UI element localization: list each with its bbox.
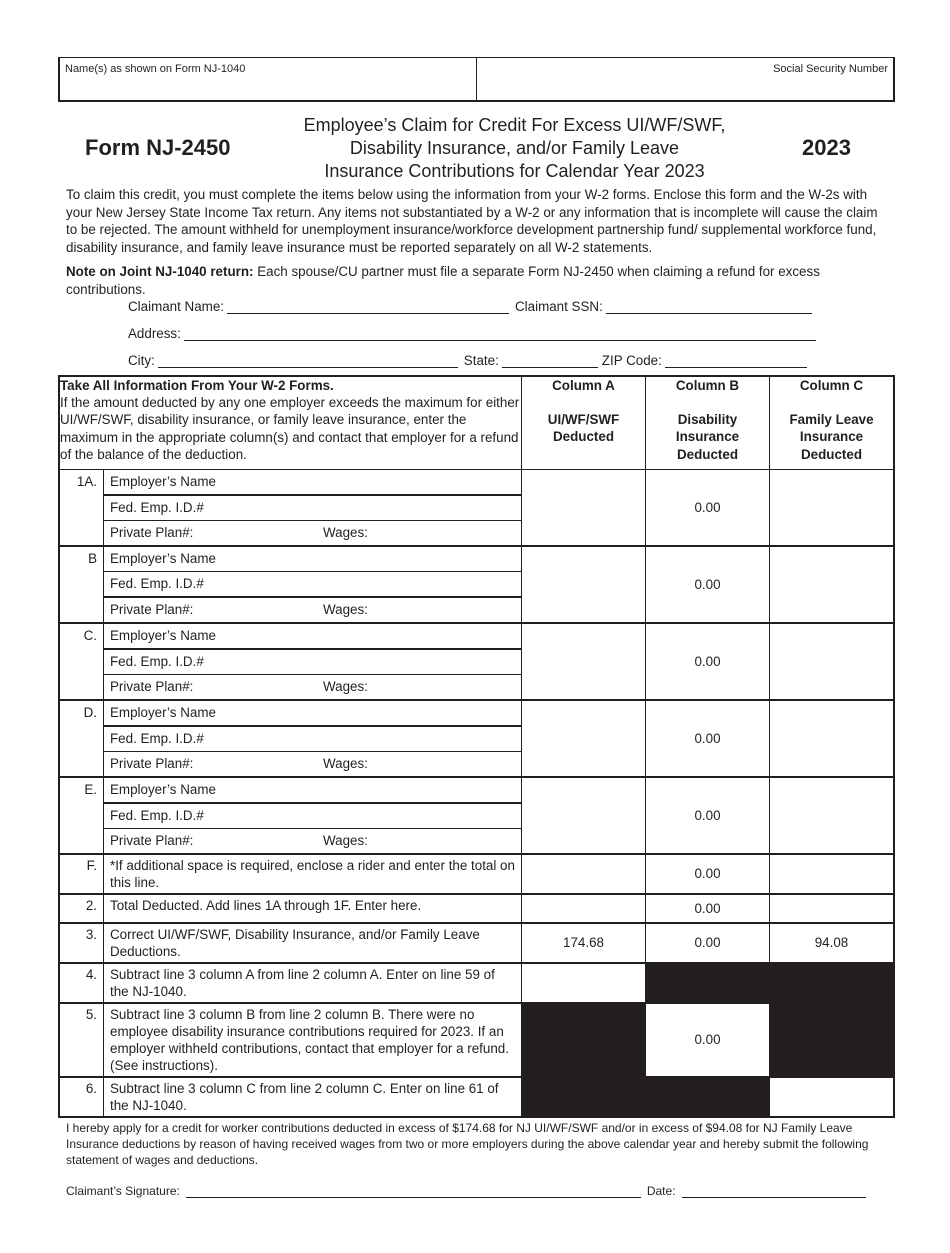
employer-name-label: Employer’s Name (110, 628, 216, 643)
instructions-text: If the amount deducted by any one employer exceeds the maximum for either UI/WF/SWF, disability insurance, or family leave insurance, enter the maximum in the appropriate column(s) and contact that employer for a refund of the balance of the deduction. (60, 395, 520, 462)
line-label: 1A. (59, 469, 104, 546)
claimant-name-label: Claimant Name: (128, 299, 224, 314)
fein-field[interactable] (104, 726, 522, 752)
instructions-title: Take All Information From Your W-2 Forms. (60, 378, 334, 393)
plan-wages-field[interactable] (104, 674, 522, 700)
instructions-cell (59, 376, 522, 469)
line-label: 3. (59, 923, 104, 963)
address-label: Address: (128, 326, 181, 341)
line-label: 5. (59, 1003, 104, 1077)
plan-label: Private Plan#: (110, 679, 194, 694)
title-line: Employee’s Claim for Credit For Excess UI/WF/SWF, (303, 115, 726, 135)
fein-field[interactable] (104, 571, 522, 597)
joint-return-note (66, 263, 892, 298)
col-b-shaded (646, 1077, 770, 1117)
line-label: 6. (59, 1077, 104, 1117)
zip-label: ZIP Code: (601, 353, 662, 368)
col-a-amount[interactable] (522, 894, 646, 923)
col-a-amount[interactable] (522, 623, 646, 700)
plan-label: Private Plan#: (110, 525, 194, 540)
employer-name-field[interactable] (104, 469, 522, 495)
column-name: Column B (675, 378, 740, 393)
address-input[interactable] (184, 328, 816, 341)
line-2-row (59, 894, 894, 923)
col-c-shaded (770, 963, 895, 1003)
employer-name-field[interactable] (104, 623, 522, 649)
employer-name-label: Employer’s Name (110, 705, 216, 720)
plan-label: Private Plan#: (110, 833, 194, 848)
name-field[interactable] (60, 58, 477, 100)
claimant-name-input[interactable] (227, 301, 509, 314)
employer-name-field[interactable] (104, 777, 522, 803)
signature-input[interactable] (186, 1185, 641, 1198)
city-input[interactable] (158, 355, 458, 368)
employer-row (59, 546, 894, 572)
col-a-shaded (522, 1003, 646, 1077)
ssn-field[interactable] (477, 58, 893, 100)
signature-row (66, 1184, 866, 1198)
column-a-header (522, 376, 646, 469)
column-desc: Insurance (799, 429, 864, 445)
col-c-amount[interactable] (770, 1077, 895, 1117)
col-b-shaded (646, 963, 770, 1003)
col-c-amount[interactable] (770, 623, 895, 700)
column-desc: Insurance (675, 429, 740, 445)
plan-wages-field[interactable] (104, 828, 522, 854)
col-c-amount[interactable]: 94.08 (770, 923, 895, 963)
line-f-row (59, 854, 894, 894)
fein-field[interactable] (104, 649, 522, 675)
col-b-amount[interactable]: 0.00 (646, 469, 770, 546)
fein-field[interactable] (104, 803, 522, 829)
col-b-amount[interactable]: 0.00 (646, 894, 770, 923)
line-text: Subtract line 3 column A from line 2 column A. Enter on line 59 of the NJ-1040. (104, 963, 522, 1003)
col-b-amount[interactable]: 0.00 (646, 854, 770, 894)
line-3-row (59, 923, 894, 963)
plan-label: Private Plan#: (110, 756, 194, 771)
title-line: Insurance Contributions for Calendar Year 2023 (324, 161, 705, 181)
col-c-amount[interactable] (770, 546, 895, 623)
ssn-label: Social Security Number (773, 63, 888, 75)
column-desc: Disability (677, 412, 738, 428)
name-label: Name(s) as shown on Form NJ-1040 (65, 63, 246, 75)
col-b-amount[interactable]: 0.00 (646, 923, 770, 963)
line-label: E. (59, 777, 104, 854)
line-6-row (59, 1077, 894, 1117)
tax-year: 2023 (802, 135, 851, 160)
line-text: Subtract line 3 column B from line 2 column B. There were no employee disability insurance contributions required for 2023. If an employer withheld contributions, contact that employer for a refund. (See instructions). (104, 1003, 522, 1077)
title-line: Disability Insurance, and/or Family Leave (349, 138, 680, 158)
employer-name-field[interactable] (104, 546, 522, 572)
line-text: Subtract line 3 column C from line 2 column C. Enter on line 61 of the NJ-1040. (104, 1077, 522, 1117)
column-desc: Family Leave (789, 412, 874, 428)
column-desc: Deducted (800, 446, 862, 462)
col-a-amount[interactable] (522, 469, 646, 546)
employer-row (59, 700, 894, 726)
fein-label: Fed. Emp. I.D.# (110, 500, 204, 515)
form-number: Form NJ-2450 (85, 135, 231, 160)
line-text: Correct UI/WF/SWF, Disability Insurance, and/or Family Leave Deductions. (104, 923, 522, 963)
column-name: Column C (799, 378, 864, 393)
plan-wages-field[interactable] (104, 751, 522, 777)
employer-row (59, 469, 894, 495)
col-a-amount[interactable] (522, 546, 646, 623)
col-a-amount[interactable] (522, 700, 646, 777)
city-label: City: (128, 353, 155, 368)
address-row (128, 326, 816, 341)
line-text: Total Deducted. Add lines 1A through 1F. Enter here. (104, 894, 522, 923)
column-c-header (770, 376, 895, 469)
line-label: B (59, 546, 104, 623)
employer-row (59, 623, 894, 649)
line-label: 4. (59, 963, 104, 1003)
col-c-shaded (770, 1003, 895, 1077)
employer-name-label: Employer’s Name (110, 782, 216, 797)
line-text: *If additional space is required, enclose a rider and enter the total on this line. (104, 854, 522, 894)
col-c-amount[interactable] (770, 469, 895, 546)
wages-label: Wages: (323, 756, 368, 771)
col-c-amount[interactable] (770, 700, 895, 777)
column-name: Column A (552, 378, 615, 393)
note-text: Each spouse/CU partner must file a separate Form NJ-2450 when claiming a refund for excess contributions. (66, 264, 820, 297)
employer-name-field[interactable] (104, 700, 522, 726)
employer-name-label: Employer’s Name (110, 474, 216, 489)
fein-label: Fed. Emp. I.D.# (110, 654, 204, 669)
plan-wages-field[interactable] (104, 597, 522, 623)
col-a-amount[interactable]: 174.68 (522, 923, 646, 963)
employer-name-label: Employer’s Name (110, 551, 216, 566)
zip-input[interactable] (665, 355, 807, 368)
city-row (128, 353, 807, 368)
column-desc: Deducted (676, 446, 738, 462)
employer-row (59, 777, 894, 803)
claimant-ssn-input[interactable] (606, 301, 812, 314)
line-label: 2. (59, 894, 104, 923)
state-label: State: (463, 353, 499, 368)
col-a-shaded (522, 1077, 646, 1117)
column-b-header (646, 376, 770, 469)
fein-label: Fed. Emp. I.D.# (110, 576, 204, 591)
wages-label: Wages: (323, 679, 368, 694)
column-desc: Deducted (552, 429, 614, 445)
form-title (262, 114, 767, 183)
col-a-amount[interactable] (522, 854, 646, 894)
fein-field[interactable] (104, 495, 522, 521)
col-c-amount[interactable] (770, 854, 895, 894)
col-b-amount[interactable]: 0.00 (646, 700, 770, 777)
certification-statement: I hereby apply for a credit for worker contributions deducted in excess of $174.68 for NJ UI/WF/SWF and/or in excess of $94.08 for NJ Family Leave Insurance deductions by reason of having received wages from two or more employers during the above calendar year and hereby submit the following statement of wages and deductions. (66, 1121, 869, 1167)
note-heading: Note on Joint NJ-1040 return: (66, 264, 254, 279)
column-desc: UI/WF/SWF (547, 412, 620, 428)
table-header-row (59, 376, 894, 469)
wages-label: Wages: (323, 525, 368, 540)
date-label: Date: (646, 1184, 676, 1198)
fein-label: Fed. Emp. I.D.# (110, 808, 204, 823)
deductions-table (58, 375, 895, 1118)
wages-label: Wages: (323, 602, 368, 617)
fein-label: Fed. Emp. I.D.# (110, 731, 204, 746)
signature-label: Claimant’s Signature: (66, 1184, 180, 1198)
plan-wages-field[interactable] (104, 520, 522, 546)
col-a-amount[interactable] (522, 777, 646, 854)
col-b-amount[interactable]: 0.00 (646, 1003, 770, 1077)
line-label: D. (59, 700, 104, 777)
date-input[interactable] (682, 1185, 866, 1198)
claimant-ssn-label: Claimant SSN: (515, 299, 603, 314)
claimant-name-row (128, 299, 812, 314)
col-b-amount[interactable]: 0.00 (646, 777, 770, 854)
wages-label: Wages: (323, 833, 368, 848)
line-label: C. (59, 623, 104, 700)
line-5-row (59, 1003, 894, 1077)
plan-label: Private Plan#: (110, 602, 194, 617)
state-input[interactable] (502, 355, 598, 368)
col-c-amount[interactable] (770, 777, 895, 854)
col-b-amount[interactable]: 0.00 (646, 623, 770, 700)
col-b-amount[interactable]: 0.00 (646, 546, 770, 623)
line-label: F. (59, 854, 104, 894)
col-a-amount[interactable] (522, 963, 646, 1003)
col-c-amount[interactable] (770, 894, 895, 923)
name-ssn-box (58, 57, 895, 102)
intro-paragraph: To claim this credit, you must complete the items below using the information from your W-2 forms. Enclose this form and the W-2s with your New Jersey State Income Tax return. Any items not substantiated by a W-2 or any information that is incomplete will cause the claim to be rejected. The amount withheld for unemployment insurance/workforce development partnership fund/ supplemental workforce fund, disability insurance, and family leave insurance must be reported separately on all W-2 statements. (66, 187, 878, 255)
line-4-row (59, 963, 894, 1003)
